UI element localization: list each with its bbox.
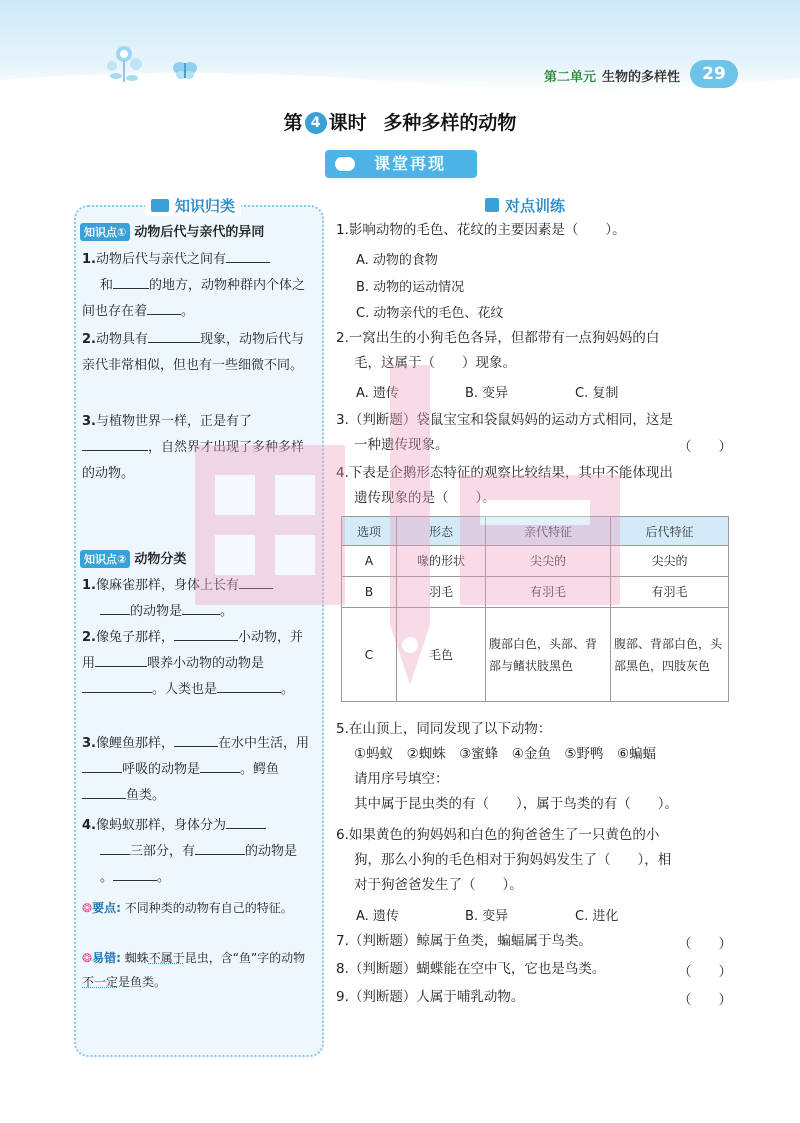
q4-line2: 遗传现象的是（ ）。 bbox=[354, 490, 496, 506]
blank[interactable] bbox=[113, 866, 157, 881]
tip-text: 不同种类的动物有自己的特征。 bbox=[124, 901, 293, 915]
flower-icon bbox=[100, 40, 160, 85]
table-cell: A bbox=[342, 546, 397, 577]
item-text: 和 bbox=[100, 278, 114, 293]
item-number: 4. bbox=[82, 818, 96, 833]
kp2-tag: 知识点② bbox=[80, 550, 130, 568]
blank[interactable] bbox=[217, 678, 281, 693]
item-text: 。 bbox=[181, 304, 195, 319]
item-text: 动物具有 bbox=[95, 332, 148, 347]
tip-label: 要点: bbox=[92, 901, 121, 915]
q2-line2: 毛，这属于（ ）现象。 bbox=[354, 355, 516, 371]
kp1-item-2 bbox=[82, 327, 312, 379]
item-number: 3. bbox=[82, 736, 96, 751]
q5-stem: 5.在山顶上，同同发现了以下动物： bbox=[336, 721, 552, 737]
question-3 bbox=[336, 408, 736, 458]
table-row bbox=[342, 608, 729, 702]
table-cell: 有羽毛 bbox=[486, 577, 611, 608]
knowledge-section-title bbox=[145, 195, 241, 216]
item-text: 三部分，有 bbox=[130, 844, 196, 859]
question-7: 7.（判断题）鲸属于鱼类，蝙蝠属于鸟类。 bbox=[336, 933, 592, 949]
unit-subject: 生物的多样性 bbox=[601, 70, 680, 85]
kp2-item-2 bbox=[82, 625, 312, 703]
table-cell: 毛色 bbox=[397, 608, 486, 702]
option-c[interactable]: C. 进化 bbox=[575, 909, 619, 924]
option-b[interactable]: B. 变异 bbox=[465, 909, 509, 924]
item-text: 的动物是 bbox=[245, 844, 298, 859]
tip-text: 是鱼类。 bbox=[118, 975, 167, 989]
item-number: 2. bbox=[82, 332, 96, 347]
item-text: ，自然界才出现了多种多样的动物。 bbox=[82, 440, 305, 481]
table-header: 形态 bbox=[397, 517, 486, 546]
item-text: 现象，动物后代与亲代非常相似，但也有一些细微不同。 bbox=[82, 332, 305, 373]
option-c[interactable]: C. 复制 bbox=[575, 386, 619, 401]
kp1-item-3 bbox=[82, 409, 312, 487]
kp2-item-4: 4.像蚂蚁那样，身体分为 三部分，有 的动物是 。 。 bbox=[82, 813, 312, 891]
blank[interactable] bbox=[95, 652, 147, 667]
table-cell: 腹部白色，头部、背部与鳍状肢黑色 bbox=[486, 608, 611, 702]
item-text: 喂养小动物的动物是 bbox=[147, 656, 265, 671]
q6-line3: 对于狗爸爸发生了（ ）。 bbox=[354, 877, 523, 893]
q2-line1: 2.一窝出生的小狗毛色各异，但都带有一点狗妈妈的白 bbox=[336, 330, 660, 346]
tip-star-icon: ❂ bbox=[82, 901, 93, 915]
table-header: 选项 bbox=[342, 517, 397, 546]
blank[interactable] bbox=[195, 840, 245, 855]
unit-label bbox=[544, 66, 680, 85]
knowledge-title-text: 知识归类 bbox=[175, 197, 236, 215]
table-header: 亲代特征 bbox=[486, 517, 611, 546]
table-cell: 有羽毛 bbox=[611, 577, 729, 608]
item-number: 2. bbox=[82, 630, 96, 645]
tip-star-icon: ❂ bbox=[82, 951, 93, 965]
item-text: 与植物世界一样，正是有了 bbox=[95, 414, 252, 429]
table-cell: 尖尖的 bbox=[611, 546, 729, 577]
q5-animals: ①蚂蚁 ②蜘蛛 ③蜜蜂 ④金鱼 ⑤野鸭 ⑥蝙蝠 bbox=[354, 746, 657, 762]
item-text: 呼吸的动物是 bbox=[122, 762, 201, 777]
tip-label: 易错: bbox=[92, 951, 121, 965]
blank[interactable] bbox=[147, 300, 181, 315]
unit-name: 第二单元 bbox=[543, 70, 596, 85]
kp2-title: 动物分类 bbox=[134, 552, 187, 567]
tip-emphasis: 不属于 bbox=[148, 951, 185, 965]
answer-bracket[interactable]: （ ） bbox=[678, 964, 732, 980]
tip-emphasis: 不一定 bbox=[82, 975, 119, 989]
banner-label: 课堂再现 bbox=[373, 154, 446, 173]
item-number: 1. bbox=[82, 578, 96, 593]
common-mistake-tip bbox=[82, 946, 314, 994]
blank[interactable] bbox=[82, 784, 126, 799]
kp2-item-1 bbox=[82, 573, 312, 625]
page-title bbox=[0, 108, 800, 135]
section-banner bbox=[325, 150, 477, 178]
option-b[interactable]: B. 变异 bbox=[465, 386, 509, 401]
knowledge-point-1 bbox=[80, 221, 264, 241]
butterfly-icon bbox=[172, 60, 198, 80]
blank[interactable] bbox=[174, 626, 238, 641]
q4-line1: 4.下表是企鹅形态特征的观察比较结果，其中不能体现出 bbox=[336, 465, 673, 481]
item-text: 。鳄鱼 bbox=[240, 762, 280, 777]
item-text: 像鲤鱼那样， bbox=[95, 736, 174, 751]
item-text: 像兔子那样， bbox=[95, 630, 174, 645]
item-text: 。 bbox=[281, 682, 295, 697]
table-cell: 尖尖的 bbox=[486, 546, 611, 577]
question-4 bbox=[336, 461, 736, 511]
option-a[interactable]: A. 动物的食物 bbox=[356, 253, 438, 268]
tip-text: 昆虫，含“鱼”字的动物 bbox=[184, 951, 306, 965]
blank[interactable] bbox=[82, 758, 122, 773]
title-suffix: 课时 bbox=[328, 112, 367, 134]
blank[interactable] bbox=[148, 328, 200, 343]
blank[interactable] bbox=[226, 248, 270, 263]
table-cell: 喙的形状 bbox=[397, 546, 486, 577]
answer-bracket[interactable]: （ ） bbox=[678, 936, 732, 952]
question-9: 9.（判断题）人属于哺乳动物。 bbox=[336, 989, 525, 1005]
q3-line1: 3.（判断题）袋鼠宝宝和袋鼠妈妈的运动方式相同，这是 bbox=[336, 412, 673, 428]
blank[interactable] bbox=[182, 600, 220, 615]
table-row bbox=[342, 577, 729, 608]
blank[interactable] bbox=[226, 814, 266, 829]
blank[interactable] bbox=[174, 732, 218, 747]
option-c[interactable]: C. 动物亲代的毛色、花纹 bbox=[356, 306, 504, 321]
item-text: 的动物是 bbox=[130, 604, 183, 619]
blank[interactable] bbox=[82, 436, 148, 451]
q5-fill: 其中属于昆虫类的有（ ），属于鸟类的有（ ）。 bbox=[354, 796, 678, 812]
table-header-row bbox=[342, 517, 729, 546]
item-text: 。人类也是 bbox=[152, 682, 218, 697]
pencil-note-icon bbox=[485, 198, 499, 212]
answer-bracket[interactable]: （ ） bbox=[678, 992, 732, 1008]
option-a[interactable]: A. 遗传 bbox=[356, 386, 399, 401]
question-1: 1.影响动物的毛色、花纹的主要因素是（ ）。 bbox=[336, 222, 626, 238]
kp1-tag: 知识点① bbox=[80, 223, 130, 241]
q5-instruction: 请用序号填空： bbox=[354, 771, 449, 787]
table-cell: 腹部、背部白色，头部黑色，四肢灰色 bbox=[611, 608, 729, 702]
lesson-title: 多种多样的动物 bbox=[383, 112, 517, 134]
practice-section-title bbox=[485, 195, 565, 216]
item-text: 像蚂蚁那样，身体分为 bbox=[95, 818, 226, 833]
kp2-item-3 bbox=[82, 731, 312, 809]
option-b[interactable]: B. 动物的运动情况 bbox=[356, 280, 465, 295]
question-6 bbox=[336, 823, 736, 898]
kp1-title: 动物后代与亲代的异同 bbox=[134, 225, 265, 240]
question-2 bbox=[336, 326, 736, 376]
blank[interactable] bbox=[239, 574, 273, 589]
table-header: 后代特征 bbox=[611, 517, 729, 546]
tip-text: 蜘蛛 bbox=[124, 951, 149, 965]
item-text: 鱼类。 bbox=[126, 788, 166, 803]
item-number: 1. bbox=[82, 252, 96, 267]
table-cell: 羽毛 bbox=[397, 577, 486, 608]
question-5 bbox=[336, 717, 736, 817]
blank[interactable] bbox=[113, 274, 149, 289]
lesson-number: 4 bbox=[305, 112, 327, 134]
blank[interactable] bbox=[82, 678, 152, 693]
table-cell: B bbox=[342, 577, 397, 608]
blank[interactable] bbox=[200, 758, 240, 773]
q3-line2: 一种遗传现象。 bbox=[354, 437, 449, 453]
title-prefix: 第 bbox=[283, 112, 303, 134]
kp1-item-1 bbox=[82, 247, 312, 325]
question-8: 8.（判断题）蝴蝶能在空中飞，它也是鸟类。 bbox=[336, 961, 606, 977]
blank[interactable] bbox=[100, 840, 130, 855]
table-cell: C bbox=[342, 608, 397, 702]
item-text: 动物后代与亲代之间有 bbox=[95, 252, 226, 267]
table-row bbox=[342, 546, 729, 577]
comparison-table bbox=[341, 516, 729, 702]
q6-line2: 狗，那么小狗的毛色相对于狗妈妈发生了（ ），相 bbox=[354, 852, 672, 868]
item-number: 3. bbox=[82, 414, 96, 429]
key-point-tip bbox=[82, 896, 314, 920]
item-text: 小动物，并用 bbox=[82, 630, 304, 671]
page-number: 29 bbox=[690, 60, 738, 88]
practice-title-text: 对点训练 bbox=[505, 197, 566, 215]
item-text: 的地方，动物种群内个体之间也存在着 bbox=[82, 278, 306, 319]
folder-icon bbox=[151, 199, 169, 212]
item-text: 像麻雀那样，身体上长有 bbox=[95, 578, 239, 593]
item-text: 在水中生活，用 bbox=[218, 736, 310, 751]
option-a[interactable]: A. 遗传 bbox=[356, 909, 399, 924]
q6-line1: 6.如果黄色的狗妈妈和白色的狗爸爸生了一只黄色的小 bbox=[336, 827, 660, 843]
answer-bracket[interactable]: （ ） bbox=[678, 439, 732, 455]
item-text: 。 bbox=[100, 870, 114, 885]
pointing-hand-icon bbox=[335, 157, 355, 171]
item-text: 。 bbox=[220, 604, 234, 619]
blank[interactable] bbox=[100, 600, 130, 615]
knowledge-point-2 bbox=[80, 548, 186, 568]
